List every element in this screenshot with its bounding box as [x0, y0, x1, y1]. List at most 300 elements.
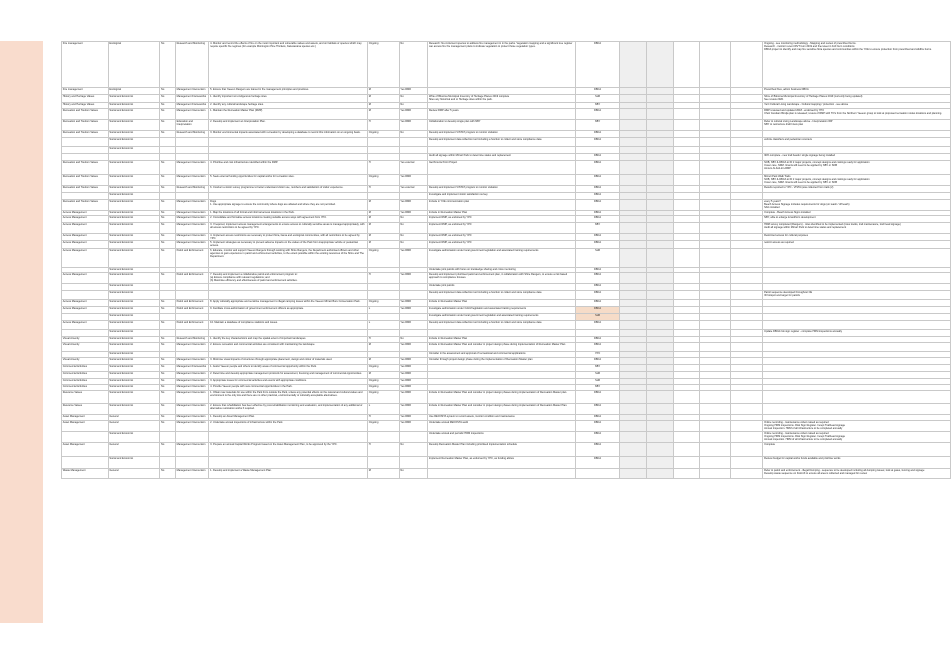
empty-cell[interactable] [673, 442, 700, 456]
lead-agency-cell[interactable]: DBCA [575, 283, 620, 290]
theme-cell[interactable]: General [108, 442, 160, 456]
program-cell[interactable]: Implement RMP, as endorsed by YPC [428, 222, 576, 233]
empty-cell[interactable] [700, 215, 731, 222]
funding-cell[interactable]: Yes RMR [399, 342, 428, 351]
management-area-cell[interactable]: Commercial Activities [62, 384, 109, 390]
empty-cell[interactable] [700, 222, 731, 233]
lead-agency-cell[interactable]: DBCA [575, 456, 620, 468]
empty-cell[interactable] [673, 215, 700, 222]
lead-agency-cell[interactable]: SoB [575, 313, 620, 320]
empty-cell[interactable] [646, 175, 673, 186]
funding-cell[interactable]: Yes RMR [399, 175, 428, 186]
status-cell[interactable]: Restricted access for cultural purposes [763, 233, 951, 241]
empty-cell[interactable] [620, 420, 647, 431]
empty-cell[interactable] [730, 371, 763, 378]
management-area-cell[interactable]: Access Management [62, 248, 109, 267]
empty-cell[interactable] [673, 299, 700, 306]
empty-cell[interactable] [646, 192, 673, 199]
flag-cell[interactable]: No [160, 241, 176, 249]
flag-cell[interactable]: No [160, 390, 176, 403]
empty-cell[interactable] [646, 403, 673, 414]
funding-cell[interactable]: No [399, 442, 428, 456]
priority-cell[interactable]: M [367, 371, 399, 378]
management-area-cell[interactable]: Fire management [62, 88, 109, 95]
funding-cell[interactable]: Yes RMR [399, 88, 428, 95]
theme-cell[interactable] [108, 154, 160, 161]
program-cell[interactable]: Implement RMP, as endorsed by YPC [428, 241, 576, 249]
lead-agency-cell[interactable]: DBCA [575, 192, 620, 199]
empty-cell[interactable] [730, 241, 763, 249]
theme-cell[interactable]: Social and Economic [108, 320, 160, 329]
priority-cell[interactable] [367, 431, 399, 442]
management-area-cell[interactable] [62, 329, 109, 336]
priority-cell[interactable] [367, 154, 399, 161]
empty-cell[interactable] [646, 456, 673, 468]
empty-cell[interactable] [620, 272, 647, 283]
empty-cell[interactable] [730, 364, 763, 371]
funding-cell[interactable] [399, 192, 428, 199]
status-cell[interactable]: Patrol sequence developed throughout CE ID hotspot and target for patrols [763, 290, 951, 299]
empty-cell[interactable] [646, 161, 673, 175]
action-type-cell[interactable]: Patrol and Enforcement [175, 306, 209, 313]
management-area-cell[interactable]: Recreation and Tourism Values [62, 161, 109, 175]
theme-cell[interactable]: Social and Economic [108, 103, 160, 109]
funding-cell[interactable]: Yes RMR [399, 199, 428, 210]
action-type-cell[interactable]: Management Intervention [175, 210, 209, 215]
action-type-cell[interactable]: Research and Monitoring [175, 42, 209, 88]
empty-cell[interactable] [646, 306, 673, 313]
priority-cell[interactable]: Ongoing [367, 384, 399, 390]
empty-cell[interactable] [673, 456, 700, 468]
empty-cell[interactable] [646, 131, 673, 138]
empty-cell[interactable] [730, 185, 763, 192]
empty-cell[interactable] [700, 199, 731, 210]
action-type-cell[interactable]: Research and Monitoring [175, 131, 209, 138]
management-area-cell[interactable]: History and Heritage Values [62, 95, 109, 103]
lead-agency-cell[interactable]: DBCA [575, 420, 620, 431]
funding-cell[interactable]: Yes external [399, 185, 428, 192]
empty-cell[interactable] [620, 147, 647, 154]
management-area-cell[interactable]: Access Management [62, 241, 109, 249]
status-cell[interactable] [763, 272, 951, 283]
flag-cell[interactable]: No [160, 414, 176, 420]
empty-cell[interactable] [620, 233, 647, 241]
empty-cell[interactable] [700, 364, 731, 371]
empty-cell[interactable] [646, 329, 673, 336]
empty-cell[interactable] [730, 199, 763, 210]
empty-cell[interactable] [620, 357, 647, 364]
empty-cell[interactable] [620, 468, 647, 478]
action-cell[interactable] [209, 456, 368, 468]
management-area-cell[interactable]: Visual Amenity [62, 342, 109, 351]
empty-cell[interactable] [730, 138, 763, 147]
empty-cell[interactable] [700, 371, 731, 378]
status-cell[interactable] [763, 403, 951, 414]
status-cell[interactable]: Refer to patrol and enforcement - illegal Dumping - sequence to be developed including all dumping issues; look at gates, fencing and signage Develop waste sequence on Fulcroft to ensure all area is collected and managed for review [763, 468, 951, 478]
management-area-cell[interactable]: Resource Values [62, 390, 109, 403]
empty-cell[interactable] [646, 109, 673, 120]
program-cell[interactable] [428, 468, 576, 478]
lead-agency-cell[interactable]: NBY [575, 364, 620, 371]
theme-cell[interactable]: General [108, 420, 160, 431]
empty-cell[interactable] [620, 95, 647, 103]
empty-cell[interactable] [730, 468, 763, 478]
empty-cell[interactable] [730, 161, 763, 175]
action-cell[interactable]: 1. Assist Yaeeun people and others to identify areas of commercial opportunity within the Park. [209, 364, 368, 371]
empty-cell[interactable] [646, 364, 673, 371]
funding-cell[interactable]: No [399, 131, 428, 138]
priority-cell[interactable] [367, 290, 399, 299]
empty-cell[interactable] [700, 241, 731, 249]
priority-cell[interactable]: H [367, 272, 399, 283]
program-cell[interactable]: Consider in the assessment and approval of recreational and commercial applications [428, 351, 576, 357]
management-area-cell[interactable]: Commercial Activities [62, 378, 109, 384]
action-cell[interactable]: 5. Ensure that Yaeeun Rangers are trained in fire management principles and practices. [209, 88, 368, 95]
empty-cell[interactable] [620, 299, 647, 306]
empty-cell[interactable] [700, 313, 731, 320]
lead-agency-cell[interactable]: DBCA [575, 131, 620, 138]
theme-cell[interactable]: Social and Economic [108, 456, 160, 468]
lead-agency-cell[interactable]: DBCA [575, 403, 620, 414]
funding-cell[interactable]: Yes RMR [399, 299, 428, 306]
management-area-cell[interactable]: Access Management [62, 210, 109, 215]
theme-cell[interactable]: Social and Economic [108, 342, 160, 351]
lead-agency-cell[interactable]: NBY [575, 103, 620, 109]
management-area-cell[interactable]: History and Heritage Values [62, 103, 109, 109]
empty-cell[interactable] [673, 233, 700, 241]
empty-cell[interactable] [620, 88, 647, 95]
priority-cell[interactable]: M [367, 357, 399, 364]
empty-cell[interactable] [646, 299, 673, 306]
status-cell[interactable] [763, 390, 951, 403]
status-cell[interactable]: vehicle classifiers and pedestrian counters [763, 138, 951, 147]
empty-cell[interactable] [700, 272, 731, 283]
flag-cell[interactable]: No [160, 210, 176, 215]
status-cell[interactable]: every 5 years? Beach Access Signage includes requirements for dogs (on leash / off leash) SAG installed [763, 199, 951, 210]
empty-cell[interactable] [673, 390, 700, 403]
priority-cell[interactable]: M [367, 222, 399, 233]
empty-cell[interactable] [620, 456, 647, 468]
empty-cell[interactable] [646, 371, 673, 378]
lead-agency-cell[interactable]: DBCA [575, 42, 620, 88]
empty-cell[interactable] [646, 468, 673, 478]
funding-cell[interactable]: No [399, 215, 428, 222]
management-area-cell[interactable]: Asset Management [62, 414, 109, 420]
action-type-cell[interactable]: Management Intervention [175, 371, 209, 378]
empty-cell[interactable] [730, 233, 763, 241]
flag-cell[interactable] [160, 290, 176, 299]
priority-cell[interactable]: M [367, 88, 399, 95]
empty-cell[interactable] [730, 248, 763, 267]
empty-cell[interactable] [673, 131, 700, 138]
action-cell[interactable]: 8. Apply culturally appropriate and sensitive management to illegal camping issues within the Yaeeun Mirrart Buru Conservation Park. [209, 299, 368, 306]
priority-cell[interactable] [367, 192, 399, 199]
priority-cell[interactable]: Ongoing [367, 248, 399, 267]
status-cell[interactable]: Refer to cultural Living Landscape above - Interpretation IRP NBY to restructure draft Inteis plan [763, 120, 951, 131]
empty-cell[interactable] [730, 154, 763, 161]
action-cell[interactable]: 5. Implement strategies as necessary to prevent adverse impacts on the values of the Park from inappropriate vehicle or pedestrian access. [209, 241, 368, 249]
flag-cell[interactable]: No [160, 103, 176, 109]
action-cell[interactable]: 2. Develop and implement an Interpretation Plan. [209, 120, 368, 131]
theme-cell[interactable]: Social and Economic [108, 192, 160, 199]
management-area-cell[interactable]: Recreation and Tourism Values [62, 175, 109, 186]
action-type-cell[interactable]: Patrol and Enforcement [175, 272, 209, 283]
empty-cell[interactable] [700, 442, 731, 456]
management-area-cell[interactable]: Asset Management [62, 420, 109, 431]
program-cell[interactable]: Include in Recreation Master Plan [428, 336, 576, 342]
empty-cell[interactable] [620, 161, 647, 175]
empty-cell[interactable] [673, 138, 700, 147]
action-cell[interactable]: 3. Appropriate issues for commercial activities and events with appropriate conditions. [209, 378, 368, 384]
action-cell[interactable]: 5. Seek external funding opportunities for capital works for recreation sites. [209, 175, 368, 186]
flag-cell[interactable]: No [160, 233, 176, 241]
action-type-cell[interactable]: Management Intervention [175, 241, 209, 249]
empty-cell[interactable] [730, 131, 763, 138]
funding-cell[interactable]: Yes external [399, 161, 428, 175]
flag-cell[interactable]: No [160, 120, 176, 131]
empty-cell[interactable] [646, 233, 673, 241]
empty-cell[interactable] [620, 364, 647, 371]
theme-cell[interactable]: General [108, 414, 160, 420]
lead-agency-cell[interactable]: DBCA [575, 306, 620, 313]
empty-cell[interactable] [620, 248, 647, 267]
action-cell[interactable]: 3. Monitor environmental impacts associated with recreation by developing a database to record this information on an ongoing basis. [209, 131, 368, 138]
empty-cell[interactable] [620, 290, 647, 299]
action-type-cell[interactable]: Patrol and Enforcement [175, 299, 209, 306]
program-cell[interactable]: Collaboration to develop single plan with NBY [428, 120, 576, 131]
status-cell[interactable] [763, 299, 951, 306]
action-cell[interactable]: 4. Implement access restrictions as necessary to protect flora, fauna and ecological communities, with all restrictions to be agreed by YPC. [209, 233, 368, 241]
action-cell[interactable]: 3. Prepare an annual Capital Works Program based on the Asset Management Plan, to be approved by the YPC. [209, 442, 368, 456]
action-type-cell[interactable]: Education and Interpretation [175, 120, 209, 131]
empty-cell[interactable] [646, 420, 673, 431]
theme-cell[interactable]: Social and Economic [108, 109, 160, 120]
program-cell[interactable]: Develop and implement prioritised patrol and enforcement plan, in collaboration with Shire Rangers, to ensure a risk based approach to compliance focuses. [428, 272, 576, 283]
priority-cell[interactable]: H [367, 336, 399, 342]
action-type-cell[interactable] [175, 290, 209, 299]
program-cell[interactable]: Include in Recreation Master Plan and consider in project design phase during implementation of Recreation Master Plan [428, 342, 576, 351]
empty-cell[interactable] [620, 390, 647, 403]
empty-cell[interactable] [673, 175, 700, 186]
empty-cell[interactable] [730, 390, 763, 403]
program-cell[interactable]: Develop and implement data collection tool including a function to collect and store compliance data [428, 138, 576, 147]
action-cell[interactable]: 1. Develop and implement a Waste Management Plan. [209, 468, 368, 478]
action-type-cell[interactable]: Management Intervention [175, 109, 209, 120]
priority-cell[interactable]: Ongoing [367, 378, 399, 384]
theme-cell[interactable]: Ecological [108, 88, 160, 95]
lead-agency-cell[interactable]: DBCA [575, 215, 620, 222]
management-area-cell[interactable] [62, 154, 109, 161]
lead-agency-cell[interactable]: DBCA [575, 320, 620, 329]
empty-cell[interactable] [700, 185, 731, 192]
action-type-cell[interactable]: Management Intervention [175, 420, 209, 431]
lead-agency-cell[interactable]: DBCA [575, 154, 620, 161]
management-area-cell[interactable]: Recreation and Tourism Values [62, 199, 109, 210]
empty-cell[interactable] [700, 161, 731, 175]
lead-agency-cell[interactable]: DBCA [575, 233, 620, 241]
theme-cell[interactable]: Social and Economic [108, 290, 160, 299]
lead-agency-cell[interactable]: DBCA [575, 210, 620, 215]
empty-cell[interactable] [646, 154, 673, 161]
funding-cell[interactable] [399, 313, 428, 320]
priority-cell[interactable]: Ongoing [367, 42, 399, 88]
empty-cell[interactable] [700, 357, 731, 364]
empty-cell[interactable] [700, 109, 731, 120]
empty-cell[interactable] [620, 175, 647, 186]
priority-cell[interactable] [367, 329, 399, 336]
program-cell[interactable]: Research: fire-Inclement species to address fire management in in the parks. Vegetation mapping and a significant tree register can access fire fire management plans to indicate vegetation to protect those vegetation types. [428, 42, 576, 88]
empty-cell[interactable] [620, 241, 647, 249]
flag-cell[interactable]: No [160, 336, 176, 342]
theme-cell[interactable]: Social and Economic [108, 313, 160, 320]
empty-cell[interactable] [730, 313, 763, 320]
program-cell[interactable]: Develop and implement data collection tool including a function to collect and store compliance data [428, 320, 576, 329]
priority-cell[interactable]: M [367, 468, 399, 478]
empty-cell[interactable] [700, 283, 731, 290]
program-cell[interactable]: Investigate authorisation under local government legislation and associated training requirements [428, 313, 576, 320]
flag-cell[interactable] [160, 431, 176, 442]
empty-cell[interactable] [700, 147, 731, 154]
funding-cell[interactable]: Yes RMR [399, 272, 428, 283]
empty-cell[interactable] [646, 431, 673, 442]
funding-cell[interactable]: Yes RMR [399, 420, 428, 431]
program-cell[interactable] [428, 147, 576, 154]
theme-cell[interactable]: Social and Economic [108, 283, 160, 290]
status-cell[interactable]: Complete [763, 442, 951, 456]
priority-cell[interactable] [367, 147, 399, 154]
management-area-cell[interactable] [62, 192, 109, 199]
empty-cell[interactable] [730, 290, 763, 299]
lead-agency-cell[interactable]: SoB [575, 248, 620, 267]
lead-agency-cell[interactable]: DBCA [575, 290, 620, 299]
management-area-cell[interactable] [62, 431, 109, 442]
lead-agency-cell[interactable]: NBY [575, 120, 620, 131]
empty-cell[interactable] [730, 109, 763, 120]
action-type-cell[interactable] [175, 154, 209, 161]
action-cell[interactable]: 3. If required, implement access management arrangements to ensure access to culturally sensitive areas is managed appropriately, with all access restrictions to be agreed by YPC. [209, 222, 368, 233]
action-cell[interactable] [209, 313, 368, 320]
empty-cell[interactable] [673, 42, 700, 88]
empty-cell[interactable] [673, 431, 700, 442]
lead-agency-cell[interactable]: DBCA [575, 88, 620, 95]
management-area-cell[interactable]: Access Management [62, 299, 109, 306]
empty-cell[interactable] [700, 95, 731, 103]
funding-cell[interactable]: Yes RMR [399, 371, 428, 378]
management-area-cell[interactable]: Access Management [62, 306, 109, 313]
empty-cell[interactable] [620, 306, 647, 313]
action-cell[interactable] [209, 329, 368, 336]
action-type-cell[interactable] [175, 147, 209, 154]
lead-agency-cell[interactable]: DBCA [575, 390, 620, 403]
program-cell[interactable]: Undertake joint patrols with focus on knowledge sharing and cross mentoring [428, 267, 576, 272]
action-cell[interactable]: 1. Develop an Asset Management Plan. [209, 414, 368, 420]
management-area-cell[interactable] [62, 313, 109, 320]
lead-agency-cell[interactable]: DBCA [575, 199, 620, 210]
empty-cell[interactable] [673, 329, 700, 336]
lead-agency-cell[interactable]: NBY [575, 222, 620, 233]
funding-cell[interactable]: No [399, 95, 428, 103]
empty-cell[interactable] [730, 215, 763, 222]
flag-cell[interactable]: No [160, 371, 176, 378]
theme-cell[interactable]: Social and Economic [108, 95, 160, 103]
empty-cell[interactable] [700, 420, 731, 431]
program-cell[interactable]: Implement RMP, as endorsed by YPC [428, 215, 576, 222]
program-cell[interactable]: Develop and implement data collection tool including a function to collect and store compliance data [428, 290, 576, 299]
flag-cell[interactable]: No [160, 215, 176, 222]
empty-cell[interactable] [646, 120, 673, 131]
funding-cell[interactable]: No [399, 233, 428, 241]
management-area-cell[interactable] [62, 283, 109, 290]
theme-cell[interactable]: Ecological [108, 42, 160, 88]
lead-agency-cell[interactable]: DBCA [575, 342, 620, 351]
lead-agency-cell[interactable]: DBCA [575, 161, 620, 175]
management-area-cell[interactable]: Resource Values [62, 403, 109, 414]
program-cell[interactable]: Develop Recreation Master Plan including prioritised implementation schedule [428, 442, 576, 456]
management-area-cell[interactable]: Asset Management [62, 442, 109, 456]
funding-cell[interactable] [399, 431, 428, 442]
theme-cell[interactable]: Social and Economic [108, 431, 160, 442]
empty-cell[interactable] [730, 456, 763, 468]
management-area-cell[interactable]: Recreation and Tourism Values [62, 131, 109, 138]
empty-cell[interactable] [673, 306, 700, 313]
action-cell[interactable]: 1. Identify important non-indigenous heritage sites. [209, 95, 368, 103]
action-cell[interactable]: 9. Facilitate cross-authorisation of government enforcement officers as appropriate. [209, 306, 368, 313]
empty-cell[interactable] [730, 403, 763, 414]
empty-cell[interactable] [620, 138, 647, 147]
status-cell[interactable]: HRM survey completed (Rangers) - roles identified to be implemented (rules tracks, trail maintenance, trail head signage) Audit all signage within Mirrart Park to determine status and replacement [763, 222, 951, 233]
funding-cell[interactable] [399, 138, 428, 147]
status-cell[interactable]: Online recording - maintenance orders raised as required Ongoing HRM inspections. Risk Sign Register. Incept Trailhead signage Annual inspection. HRM of all infrastructure to be completed annually [763, 431, 951, 442]
priority-cell[interactable] [367, 456, 399, 468]
priority-cell[interactable] [367, 313, 399, 320]
empty-cell[interactable] [646, 320, 673, 329]
flag-cell[interactable]: No [160, 222, 176, 233]
flag-cell[interactable]: No [160, 357, 176, 364]
empty-cell[interactable] [700, 131, 731, 138]
empty-cell[interactable] [700, 329, 731, 336]
priority-cell[interactable]: L [367, 320, 399, 329]
priority-cell[interactable]: L [367, 306, 399, 313]
empty-cell[interactable] [646, 442, 673, 456]
empty-cell[interactable] [673, 320, 700, 329]
funding-cell[interactable] [399, 290, 428, 299]
priority-cell[interactable]: M [367, 241, 399, 249]
action-type-cell[interactable] [175, 329, 209, 336]
empty-cell[interactable] [730, 272, 763, 283]
theme-cell[interactable]: Social and Economic [108, 222, 160, 233]
status-cell[interactable]: SOB, NBY & DBCA to ID 2 major projects, concept designs and costings ready for application Cover care, NRM. Grants will need to be applied by NBY or SOB Annum-bi-bub-km-RMP [763, 161, 951, 175]
action-cell[interactable]: 3. Minimise visual impacts of structures through appropriate placement, design and colour of materials used. [209, 357, 368, 364]
theme-cell[interactable]: Social and Economic [108, 378, 160, 384]
funding-cell[interactable] [399, 283, 428, 290]
flag-cell[interactable]: No [160, 161, 176, 175]
action-type-cell[interactable]: Management Intervention [175, 222, 209, 233]
empty-cell[interactable] [673, 109, 700, 120]
empty-cell[interactable] [620, 320, 647, 329]
empty-cell[interactable] [730, 192, 763, 199]
empty-cell[interactable] [673, 222, 700, 233]
program-cell[interactable]: Undertake annual RECOSTA audit [428, 420, 576, 431]
action-cell[interactable]: 10. Maintain a database of compliance statistics and issues. [209, 320, 368, 329]
flag-cell[interactable]: No [160, 299, 176, 306]
theme-cell[interactable]: Social and Economic [108, 329, 160, 336]
lead-agency-cell[interactable]: SoB [575, 371, 620, 378]
action-cell[interactable] [209, 283, 368, 290]
empty-cell[interactable] [700, 120, 731, 131]
action-cell[interactable]: 2. Undertake annual inspections of infrastructure within the Park. [209, 420, 368, 431]
empty-cell[interactable] [730, 88, 763, 95]
program-cell[interactable]: Investigate and implement visitor satisfaction survey [428, 192, 576, 199]
